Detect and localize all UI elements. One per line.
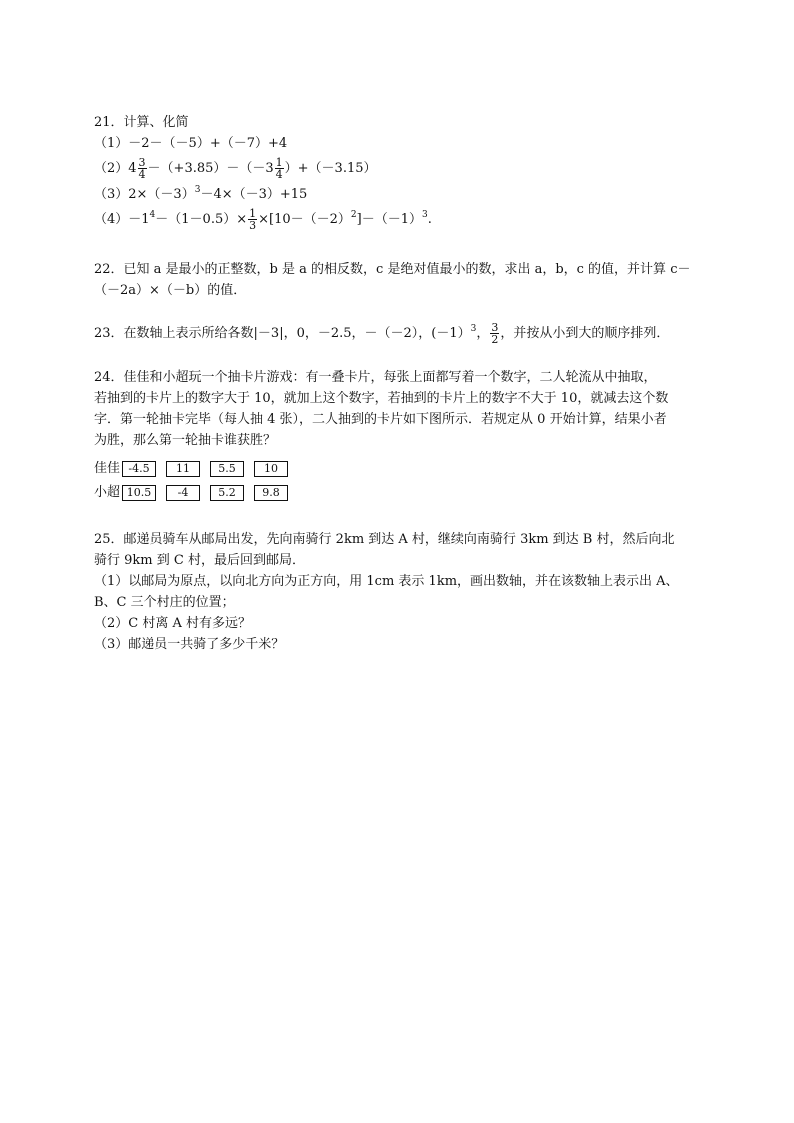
- card: 10.5: [122, 485, 156, 501]
- q23-line: 23．在数轴上表示所给各数|－3|，0，－2.5，－（－2），(－1）$^3$， $\frac{3}{2}$ ，并按从小到大的顺序排列．: [94, 321, 670, 346]
- question-25: [94, 529, 706, 655]
- q25-line-2: 骑行 9km 到 C 村，最后回到邮局．: [94, 553, 305, 568]
- card-row-jiajia: [94, 457, 706, 481]
- q24-line-3: 字．第一轮抽卡完毕（每人抽 4 张），二人抽到的卡片如下图所示．若规定从 0 开始计算，结果小者: [94, 412, 667, 427]
- fraction: $\frac{1}{4}$: [275, 156, 283, 181]
- fraction: $\frac{1}{3}$: [249, 207, 257, 232]
- fraction: $\frac{3}{2}$: [491, 321, 499, 346]
- q22-line-2: （－2a）×（－b）的值．: [94, 283, 247, 298]
- q21-title: 21．计算、化简: [94, 115, 189, 130]
- player-name: 小超: [94, 485, 121, 500]
- q25-line-5: （2）C 村离 A 村有多远？: [94, 616, 252, 631]
- question-24: [94, 367, 706, 505]
- q25-line-3: （1）以邮局为原点，以向北方向为正方向，用 1cm 表示 1km，画出数轴，并在该数轴上表示出 A、: [94, 574, 679, 589]
- card: -4.5: [122, 461, 156, 477]
- question-23: [94, 319, 706, 349]
- card-row-xiaochao: [94, 481, 706, 505]
- exam-page: [94, 112, 706, 655]
- q25-line-4: B、C 三个村庄的位置；: [94, 595, 235, 610]
- card: 5.2: [210, 485, 244, 501]
- q21-part-4: $(4)-1^4-(1-0.5)\times$ $\frac{1}{3}$ $\times[10-(-2)^2]-(-1)^3$.: [94, 207, 432, 232]
- q24-line-1: 24．佳佳和小超玩一个抽卡片游戏：有一叠卡片，每张上面都写着一个数字，二人轮流从中抽取，: [94, 370, 657, 385]
- player-name: 佳佳: [94, 461, 121, 476]
- card: 9.8: [254, 485, 288, 501]
- q25-line-1: 25．邮递员骑车从邮局出发，先向南骑行 2km 到达 A 村，继续向南骑行 3km 到达 B 村，然后向北: [94, 532, 675, 547]
- card: -4: [166, 485, 200, 501]
- q21-part-2: （2）4 $\frac{3}{4}$ －（+3.85）－（－3 $\frac{1}{4}$ ）+（－3.15）: [94, 156, 377, 181]
- q21-part-3: $(3)2\times(-3)^3-4\times(-3)+15$: [94, 185, 308, 202]
- q24-line-4: 为胜，那么第一轮抽卡谁获胜？: [94, 433, 277, 448]
- question-22: [94, 259, 706, 301]
- card: 11: [166, 461, 200, 477]
- q21-part-1: （1）－2－（－5）+（－7）+4: [94, 136, 288, 151]
- card: 10: [254, 461, 288, 477]
- card: 5.5: [210, 461, 244, 477]
- q24-line-2: 若抽到的卡片上的数字大于 10，就加上这个数字，若抽到的卡片上的数字不大于 10，就减去这个数: [94, 391, 669, 406]
- q22-line-1: 22．已知 a 是最小的正整数，b 是 a 的相反数，c 是绝对值最小的数，求出 a，b，c 的值，并计算 c－: [94, 262, 691, 277]
- fraction: $\frac{3}{4}$: [138, 156, 146, 181]
- q25-line-6: （3）邮递员一共骑了多少千米？: [94, 637, 285, 652]
- question-21: [94, 112, 706, 235]
